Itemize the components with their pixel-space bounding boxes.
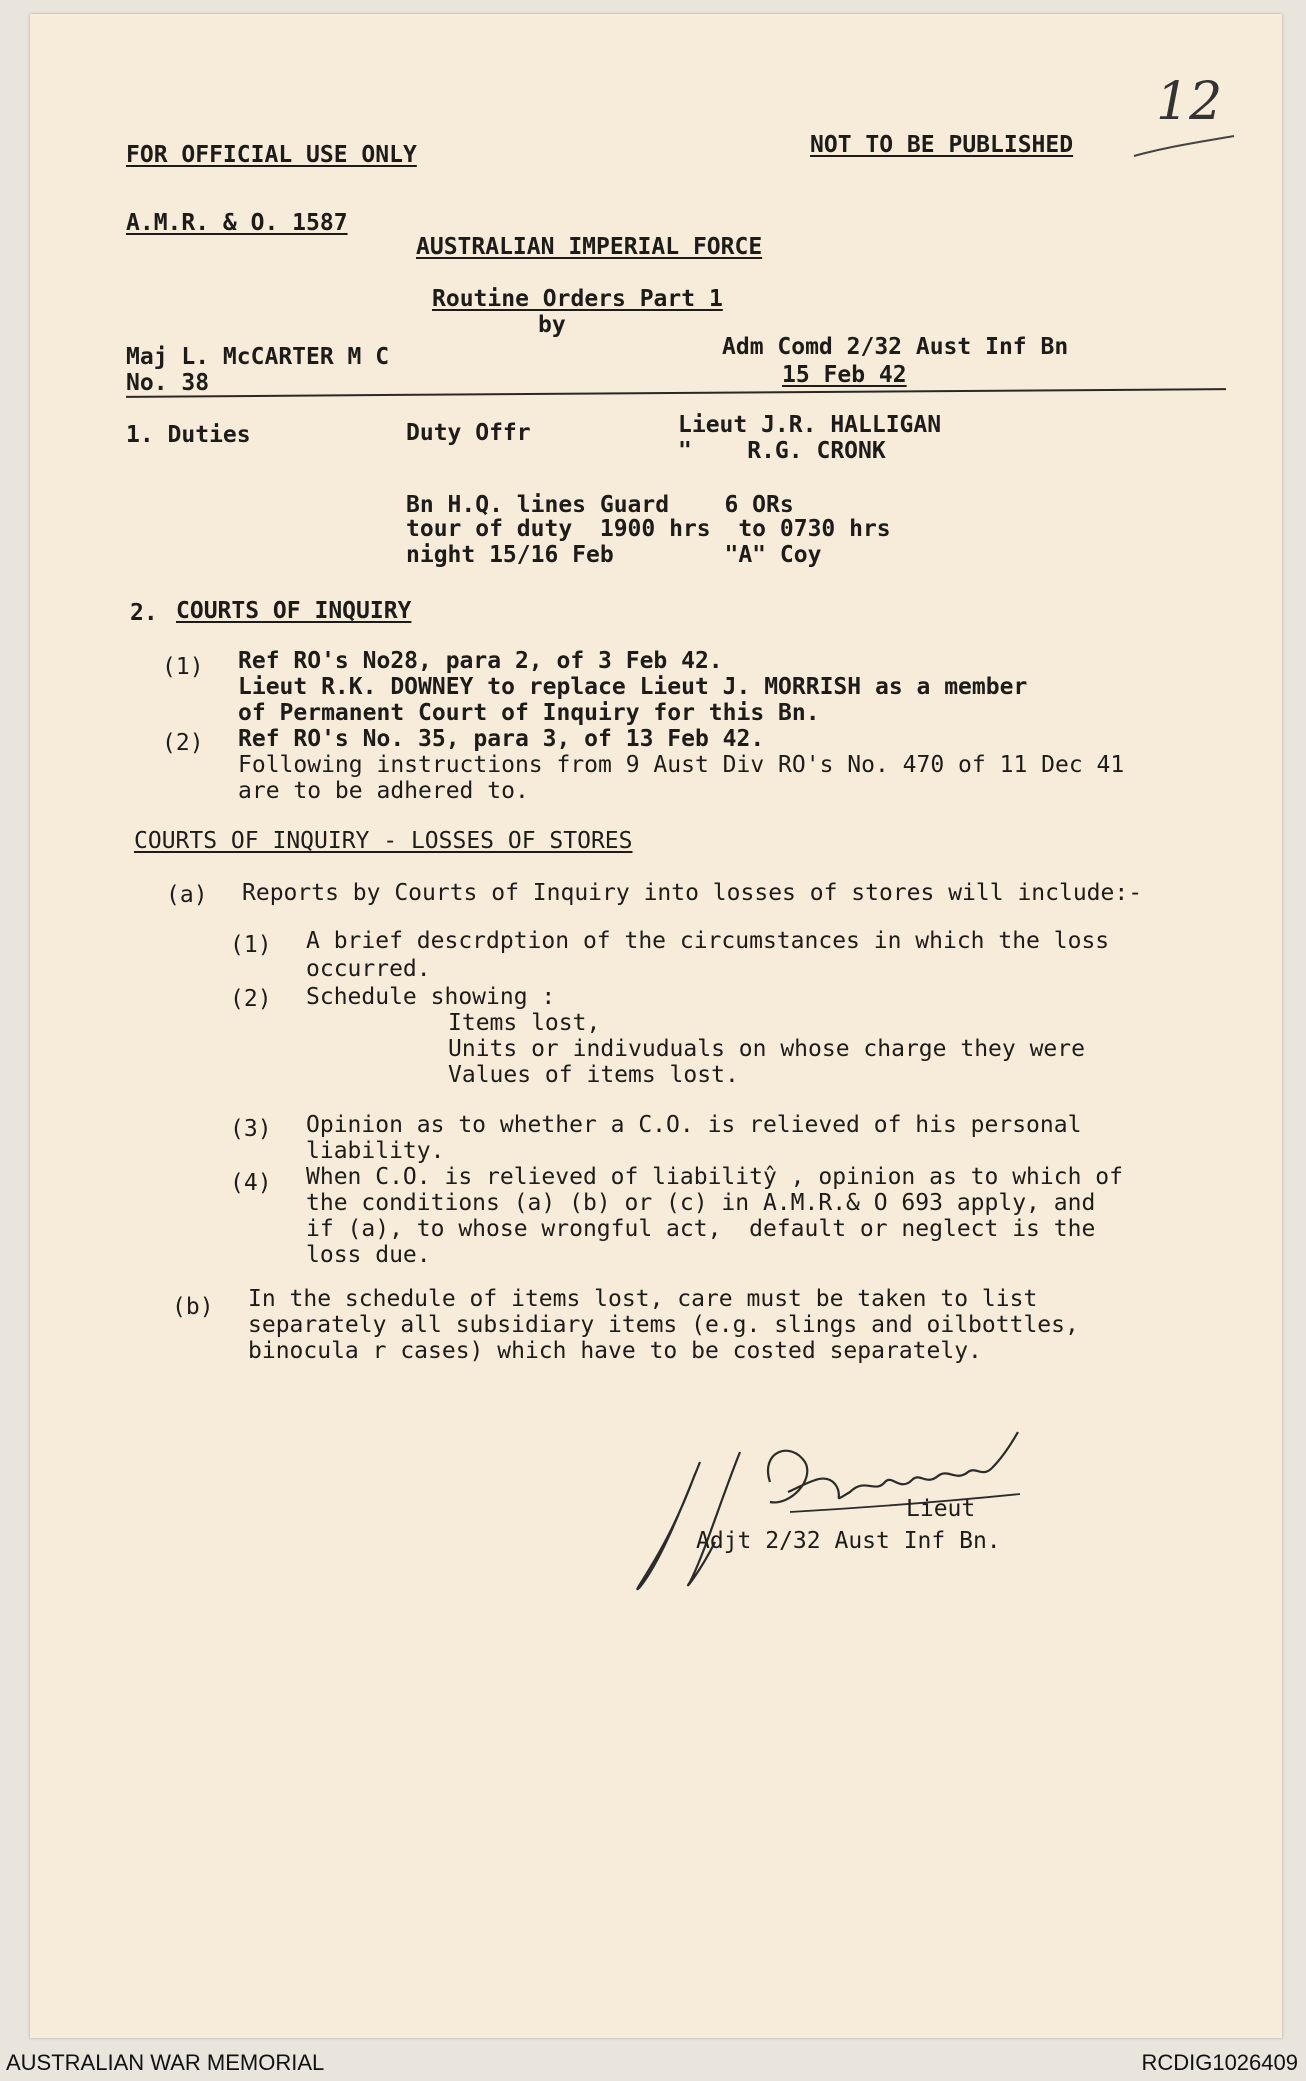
- losses-p3-line-1: Opinion as to whether a C.O. is relieved of his personal: [306, 1112, 1082, 1138]
- losses-p2-line-2: Items lost,: [448, 1010, 601, 1036]
- order-number: No. 38: [126, 370, 210, 396]
- duties-heading: 1. Duties: [126, 422, 251, 448]
- order-date: 15 Feb 42: [782, 362, 907, 388]
- courts-item-2-line-3: are to be adhered to.: [238, 778, 529, 804]
- losses-p4-line-4: loss due.: [306, 1242, 431, 1268]
- losses-b-line-1: In the schedule of items lost, care must be taken to list: [248, 1286, 1038, 1312]
- footer-right: RCDIG1026409: [1141, 2050, 1298, 2075]
- command-line: Adm Comd 2/32 Aust Inf Bn: [722, 334, 1069, 360]
- page-number-underline: [1130, 132, 1240, 162]
- losses-a-number: (a): [166, 882, 208, 908]
- header-rule: [126, 388, 1226, 398]
- document-title: AUSTRALIAN IMPERIAL FORCE: [416, 234, 763, 260]
- losses-p4-line-1: When C.O. is relieved of liabilitŷ , opinion as to which of: [306, 1164, 1123, 1190]
- document-sheet: [30, 14, 1282, 2038]
- courts-heading: COURTS OF INQUIRY: [176, 598, 412, 624]
- losses-b-line-3: binocula r cases) which have to be costed separately.: [248, 1338, 982, 1364]
- losses-b-number: (b): [172, 1294, 214, 1320]
- signatory-rank: Lieut: [906, 1496, 976, 1522]
- guard-line-3: night 15/16 Feb "A" Coy: [406, 542, 822, 568]
- losses-p2-line-3: Units or indivuduals on whose charge they were: [448, 1036, 1085, 1062]
- courts-item-1-line-3: of Permanent Court of Inquiry for this Bn.: [238, 700, 820, 726]
- duty-officer-2: " R.G. CRONK: [678, 438, 886, 464]
- footer-left: AUSTRALIAN WAR MEMORIAL: [6, 2050, 325, 2075]
- losses-p3-line-2: liability.: [306, 1138, 445, 1164]
- losses-p4-number: (4): [230, 1170, 272, 1196]
- guard-line-2: tour of duty 1900 hrs to 0730 hrs: [406, 516, 891, 542]
- losses-p2-line-1: Schedule showing :: [306, 984, 556, 1010]
- by-line: by: [538, 312, 566, 338]
- losses-p4-line-3: if (a), to whose wrongful act, default or neglect is the: [306, 1216, 1096, 1242]
- losses-b-line-2: separately all subsidiary items (e.g. slings and oilbottles,: [248, 1312, 1079, 1338]
- guard-line-1: Bn H.Q. lines Guard 6 ORs: [406, 492, 794, 518]
- courts-item-2-line-1: Ref RO's No. 35, para 3, of 13 Feb 42.: [238, 726, 765, 752]
- duty-officer-label: Duty Offr: [406, 420, 531, 446]
- page-number: 12: [1156, 72, 1223, 132]
- courts-item-2-line-2: Following instructions from 9 Aust Div RO's No. 470 of 11 Dec 41: [238, 752, 1125, 778]
- losses-p4-line-2: the conditions (a) (b) or (c) in A.M.R.& O 693 apply, and: [306, 1190, 1096, 1216]
- courts-heading-number: 2.: [130, 600, 158, 626]
- losses-a-text: Reports by Courts of Inquiry into losses of stores will include:-: [242, 880, 1143, 906]
- courts-item-1-number: (1): [162, 654, 204, 680]
- reference-number: A.M.R. & O. 1587: [126, 210, 348, 236]
- courts-item-1-line-2: Lieut R.K. DOWNEY to replace Lieut J. MORRISH as a member: [238, 674, 1028, 700]
- signature: [620, 1422, 1040, 1602]
- losses-p1-number: (1): [230, 932, 272, 958]
- courts-item-2-number: (2): [162, 730, 204, 756]
- losses-p1-line-1: A brief descrdption of the circumstances in which the loss: [306, 928, 1110, 954]
- classification-left: FOR OFFICIAL USE ONLY: [126, 142, 417, 168]
- losses-p2-line-4: Values of items lost.: [448, 1062, 739, 1088]
- losses-p3-number: (3): [230, 1116, 272, 1142]
- courts-item-1-line-1: Ref RO's No28, para 2, of 3 Feb 42.: [238, 648, 723, 674]
- losses-p1-line-2: occurred.: [306, 956, 431, 982]
- losses-heading: COURTS OF INQUIRY - LOSSES OF STORES: [134, 828, 633, 854]
- document-subtitle: Routine Orders Part 1: [432, 286, 723, 312]
- issuing-officer: Maj L. McCARTER M C: [126, 344, 390, 370]
- classification-right: NOT TO BE PUBLISHED: [810, 132, 1074, 158]
- signatory-appointment: Adjt 2/32 Aust Inf Bn.: [696, 1528, 1001, 1554]
- losses-p2-number: (2): [230, 986, 272, 1012]
- duty-officer-1: Lieut J.R. HALLIGAN: [678, 412, 942, 438]
